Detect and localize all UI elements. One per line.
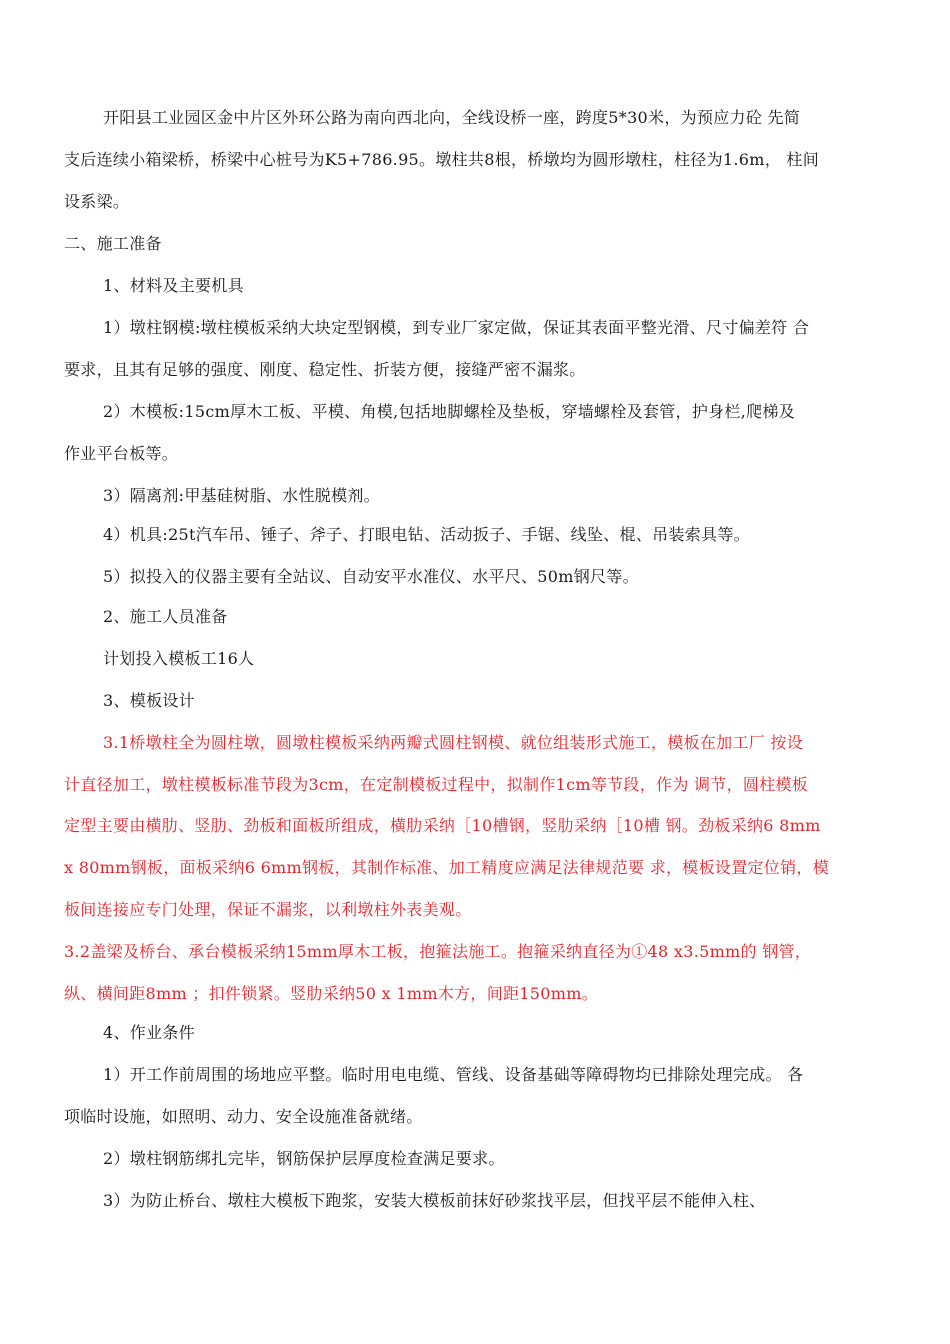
formwork-3-2-line-1: 3.2盖梁及桥台、承台模板采纳15mm厚木工板，抱箍法施工。抱箍采纳直径为①48 x3.5mm的 钢管，: [64, 942, 812, 961]
formwork-3-2-line-2: 纵、横间距8mm ；扣件锁紧。竖肋采纳50 x 1mm木方，间距150mm。: [64, 984, 598, 1003]
conditions-item-2: 2）墩柱钢筋绑扎完毕，钢筋保护层厚度检查满足要求。: [103, 1149, 505, 1168]
conditions-item-3: 3）为防止桥台、墩柱大模板下跑浆，安装大模板前抹好砂浆找平层，但找平层不能伸入柱、: [103, 1191, 766, 1210]
materials-item-1-line-1: 1）墩柱钢模:墩柱模板采纳大块定型钢模，到专业厂家定做，保证其表面平整光滑、尺寸偏差符 合: [103, 318, 810, 337]
intro-line-3: 设系梁。: [64, 192, 130, 211]
staffing-text: 计划投入模板工16人: [103, 649, 255, 668]
formwork-3-1-line-4: x 80mm钢板，面板采纳6 6mm钢板，其制作标准、加工精度应满足法律规范要 求，模板设置定位销，模: [64, 858, 829, 877]
formwork-3-1-line-5: 板间连接应专门处理，保证不漏浆，以利墩柱外表美观。: [64, 900, 472, 919]
conditions-item-1-line-1: 1）开工作前周围的场地应平整。临时用电电缆、管线、设备基础等障碍物均已排除处理完成。 各: [103, 1065, 804, 1084]
section-2-heading: 二、施工准备: [64, 234, 162, 253]
formwork-3-1-line-2: 计直径加工，墩柱模板标准节段为3cm，在定制模板过程中，拟制作1cm等节段，作为 调节，圆柱模板: [64, 775, 809, 794]
intro-line-1: 开阳县工业园区金中片区外环公路为南向西北向，全线设桥一座，跨度5*30米，为预应力砼 先简: [103, 108, 801, 127]
materials-item-1-line-2: 要求，且其有足够的强度、刚度、稳定性、折装方便，接缝严密不漏浆。: [64, 360, 586, 379]
materials-item-5: 5）拟投入的仪器主要有全站议、自动安平水准仪、水平尺、50m钢尺等。: [103, 567, 639, 586]
subsection-4-heading: 4、作业条件: [103, 1023, 195, 1042]
materials-item-2-line-1: 2）木模板:15cm厚木工板、平模、角模,包括地脚螺栓及垫板，穿墙螺栓及套管，护身栏,爬梯及: [103, 402, 796, 421]
subsection-3-heading: 3、模板设计: [103, 691, 195, 710]
materials-item-4: 4）机具:25t汽车吊、锤子、斧子、打眼电钻、活动扳子、手锯、线坠、棍、吊装索具等。: [103, 525, 750, 544]
intro-line-2: 支后连续小箱梁桥，桥梁中心桩号为K5+786.95。墩柱共8根，桥墩均为圆形墩柱，柱径为1.6m， 柱间: [64, 150, 820, 169]
materials-item-2-line-2: 作业平台板等。: [64, 444, 179, 463]
formwork-3-1-line-3: 定型主要由横肋、竖肋、劲板和面板所组成，横肋采纳［10槽钢，竖肋采纳［10槽 钢。劲板采纳6 8mm: [64, 816, 821, 835]
formwork-3-1-line-1: 3.1桥墩柱全为圆柱墩，圆墩柱模板采纳两瓣式圆柱钢模、就位组装形式施工，模板在加工厂 按设: [103, 733, 804, 752]
materials-item-3: 3）隔离剂:甲基硅树脂、水性脱模剂。: [103, 486, 380, 505]
subsection-2-heading: 2、施工人员准备: [103, 607, 228, 626]
subsection-1-heading: 1、材料及主要机具: [103, 276, 244, 295]
conditions-item-1-line-2: 项临时设施，如照明、动力、安全设施准备就绪。: [64, 1107, 423, 1126]
